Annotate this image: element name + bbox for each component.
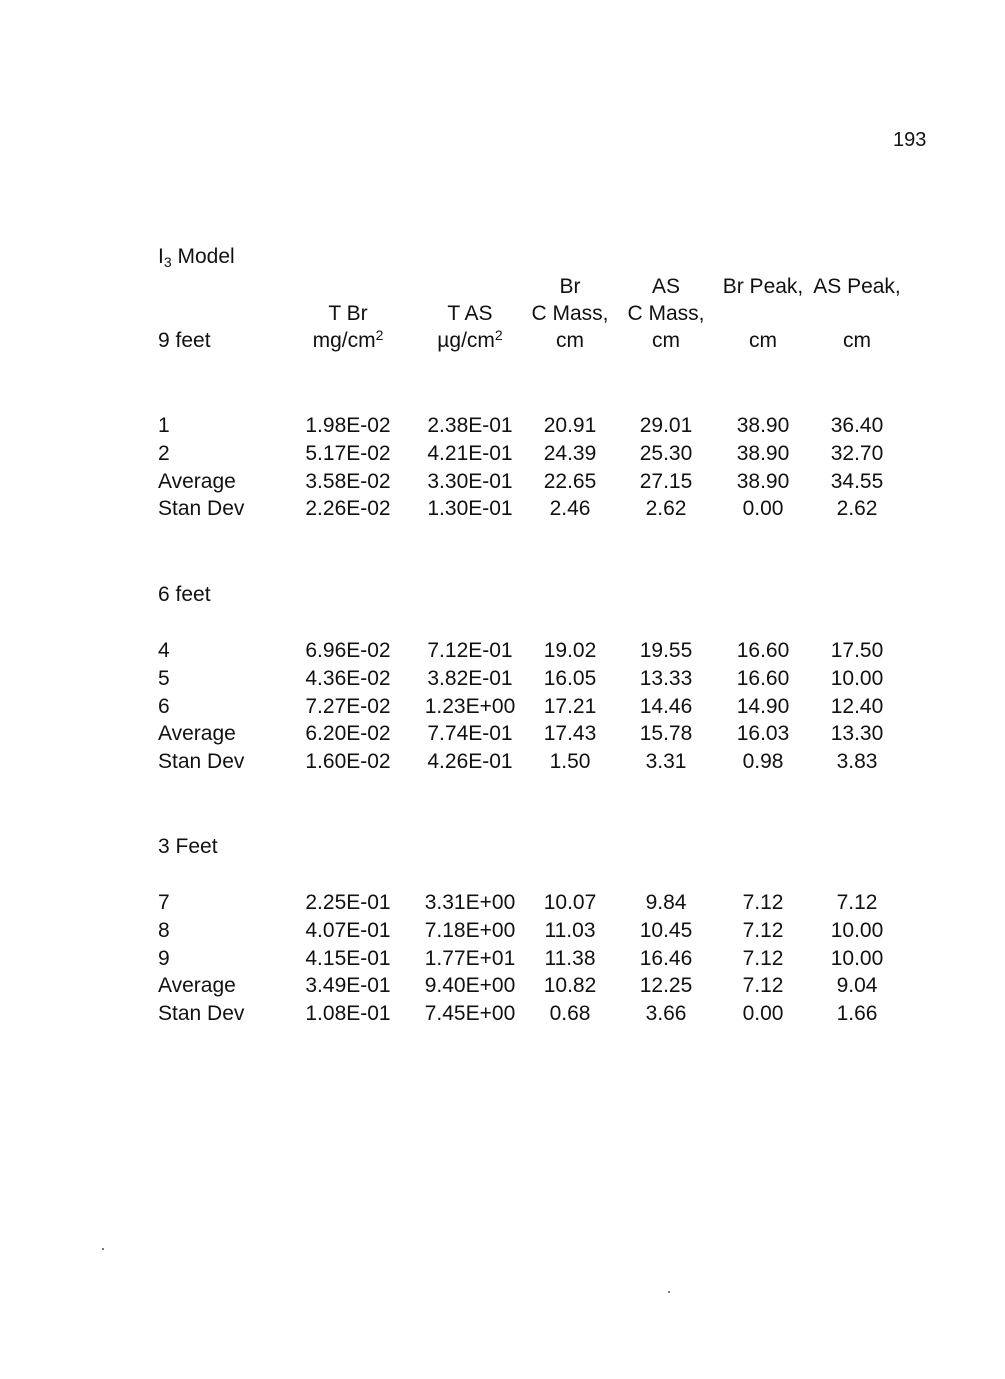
- cell-as-peak: 3.83: [836, 750, 878, 774]
- cell-as-peak: 12.40: [830, 694, 884, 718]
- cell-t-br: 7.27E-02: [305, 694, 391, 718]
- cell-t-br: 1.60E-02: [305, 750, 391, 774]
- row-label: 2: [158, 441, 170, 465]
- cell-br-peak: 38.90: [736, 469, 790, 493]
- model-title-suffix: Model: [171, 245, 235, 268]
- model-title: [158, 245, 235, 274]
- header-br-peak-line1: Br Peak,: [722, 275, 804, 298]
- cell-as-cmass: 10.45: [639, 918, 693, 942]
- row-label: 1: [158, 414, 170, 437]
- row-label: 6: [158, 694, 170, 718]
- header-t-as-unit: $\mu g/cm^2$: [437, 327, 503, 352]
- cell-br-peak: 14.90: [736, 694, 790, 718]
- cell-t-br: 6.96E-02: [305, 639, 391, 662]
- cell-t-br: 4.15E-01: [305, 946, 391, 970]
- section-label: 3 Feet: [158, 835, 218, 858]
- cell-br-cmass: 16.05: [543, 666, 597, 690]
- cell-br-cmass: 11.38: [544, 946, 596, 970]
- cell-as-cmass: 16.46: [639, 946, 693, 970]
- cell-t-as: 7.45E+00: [424, 1002, 516, 1026]
- cell-br-peak: 38.90: [736, 441, 790, 465]
- cell-as-cmass: 2.62: [645, 497, 687, 521]
- row-label: 5: [158, 666, 170, 690]
- cell-br-peak: 7.12: [742, 946, 784, 970]
- header-br-peak-unit: cm: [749, 329, 777, 352]
- cell-br-cmass: 20.91: [543, 414, 597, 437]
- cell-br-peak: 16.03: [736, 722, 790, 746]
- scan-speck: [668, 1291, 670, 1293]
- cell-br-cmass: 24.39: [543, 441, 597, 465]
- row-label: Stan Dev: [158, 750, 245, 774]
- cell-as-peak: 10.00: [830, 918, 884, 942]
- header-br-cmass-line1: Br: [559, 275, 581, 298]
- row-label: 7: [158, 891, 170, 914]
- cell-t-as: 4.21E-01: [427, 441, 513, 465]
- cell-br-peak: 7.12: [742, 891, 784, 914]
- cell-br-cmass: 22.65: [543, 469, 597, 493]
- row-label: 4: [158, 639, 170, 662]
- cell-as-cmass: 9.84: [645, 891, 687, 914]
- model-title-subscript: 3: [163, 254, 172, 270]
- cell-t-br: 1.08E-01: [305, 1002, 391, 1026]
- cell-br-cmass: 17.43: [543, 722, 597, 746]
- cell-t-as: 2.38E-01: [427, 414, 513, 437]
- cell-t-br: 3.58E-02: [305, 469, 391, 493]
- cell-t-as: 1.77E+01: [424, 946, 516, 970]
- cell-as-peak: 17.50: [830, 639, 884, 662]
- cell-br-cmass: 19.02: [543, 639, 597, 662]
- cell-as-cmass: 13.33: [639, 666, 693, 690]
- cell-t-as: 9.40E+00: [424, 974, 516, 998]
- cell-br-cmass: 10.07: [543, 891, 597, 914]
- cell-br-cmass: 11.03: [544, 918, 596, 942]
- cell-t-as: 1.30E-01: [427, 497, 513, 521]
- cell-as-peak: 10.00: [830, 666, 884, 690]
- cell-br-cmass: 1.50: [549, 750, 591, 774]
- cell-t-as: 7.18E+00: [424, 918, 516, 942]
- cell-br-peak: 0.00: [742, 497, 784, 521]
- cell-as-cmass: 15.78: [639, 722, 693, 746]
- cell-as-peak: 13.30: [830, 722, 884, 746]
- header-as-cmass-line1: AS: [651, 275, 681, 298]
- cell-t-br: 5.17E-02: [305, 441, 391, 465]
- row-label: Average: [158, 974, 236, 998]
- cell-t-as: 3.30E-01: [427, 469, 513, 493]
- cell-br-peak: 0.98: [742, 750, 784, 774]
- cell-br-peak: 16.60: [736, 639, 790, 662]
- cell-t-br: 2.25E-01: [305, 891, 391, 914]
- cell-br-cmass: 0.68: [549, 1002, 591, 1026]
- cell-as-cmass: 29.01: [639, 414, 693, 437]
- cell-as-cmass: 27.15: [639, 469, 693, 493]
- cell-as-peak: 9.04: [836, 974, 878, 998]
- cell-t-as: 1.23E+00: [424, 694, 516, 718]
- cell-t-br: 2.26E-02: [305, 497, 391, 521]
- cell-t-as: 7.12E-01: [427, 639, 513, 662]
- cell-t-as: 4.26E-01: [427, 750, 513, 774]
- cell-t-as: 3.82E-01: [427, 666, 513, 690]
- cell-as-cmass: 12.25: [639, 974, 693, 998]
- header-br-cmass-unit: cm: [556, 329, 584, 352]
- cell-t-br: 3.49E-01: [305, 974, 391, 998]
- header-br-cmass-line2: C Mass,: [531, 302, 609, 325]
- header-as-peak-unit: cm: [843, 329, 871, 352]
- cell-br-cmass: 2.46: [549, 497, 591, 521]
- row-label: Stan Dev: [158, 497, 245, 521]
- cell-as-cmass: 19.55: [639, 639, 693, 662]
- header-t-as-line1: T AS: [447, 302, 493, 325]
- row-label: 9: [158, 946, 170, 970]
- cell-as-peak: 36.40: [830, 414, 884, 437]
- cell-as-cmass: 14.46: [639, 694, 693, 718]
- cell-t-br: 1.98E-02: [305, 414, 391, 437]
- cell-as-peak: 10.00: [830, 946, 884, 970]
- cell-as-peak: 32.70: [830, 441, 884, 465]
- cell-as-cmass: 25.30: [639, 441, 693, 465]
- cell-t-br: 4.36E-02: [305, 666, 391, 690]
- cell-t-br: 6.20E-02: [305, 722, 391, 746]
- cell-t-as: 3.31E+00: [424, 891, 516, 914]
- cell-as-peak: 7.12: [836, 891, 878, 914]
- cell-br-peak: 0.00: [742, 1002, 784, 1026]
- cell-br-peak: 38.90: [736, 414, 790, 437]
- cell-br-peak: 16.60: [736, 666, 790, 690]
- row-label: Average: [158, 469, 236, 493]
- cell-br-peak: 7.12: [742, 974, 784, 998]
- cell-as-cmass: 3.66: [645, 1002, 687, 1026]
- row-label: 8: [158, 918, 170, 942]
- cell-as-peak: 34.55: [830, 469, 884, 493]
- page-number: 193: [893, 129, 927, 151]
- header-t-br-unit: $mg/cm^2$: [312, 327, 384, 352]
- header-as-peak-line1: AS Peak,: [813, 275, 901, 298]
- row-label: Average: [158, 722, 236, 746]
- cell-br-cmass: 10.82: [543, 974, 597, 998]
- header-group-label: 9 feet: [158, 329, 211, 352]
- section-label: 6 feet: [158, 583, 211, 606]
- cell-as-cmass: 3.31: [645, 750, 687, 774]
- scan-speck: [102, 1248, 104, 1250]
- row-label: Stan Dev: [158, 1002, 245, 1026]
- cell-t-as: 7.74E-01: [427, 722, 513, 746]
- cell-t-br: 4.07E-01: [305, 918, 391, 942]
- cell-br-cmass: 17.21: [543, 694, 597, 718]
- cell-as-peak: 2.62: [836, 497, 878, 521]
- model-title-prefix: I: [158, 245, 164, 268]
- header-as-cmass-unit: cm: [652, 329, 680, 352]
- header-t-br-line1: T Br: [328, 302, 368, 325]
- header-as-cmass-line2: C Mass,: [627, 302, 705, 325]
- cell-br-peak: 7.12: [742, 918, 784, 942]
- cell-as-peak: 1.66: [836, 1002, 878, 1026]
